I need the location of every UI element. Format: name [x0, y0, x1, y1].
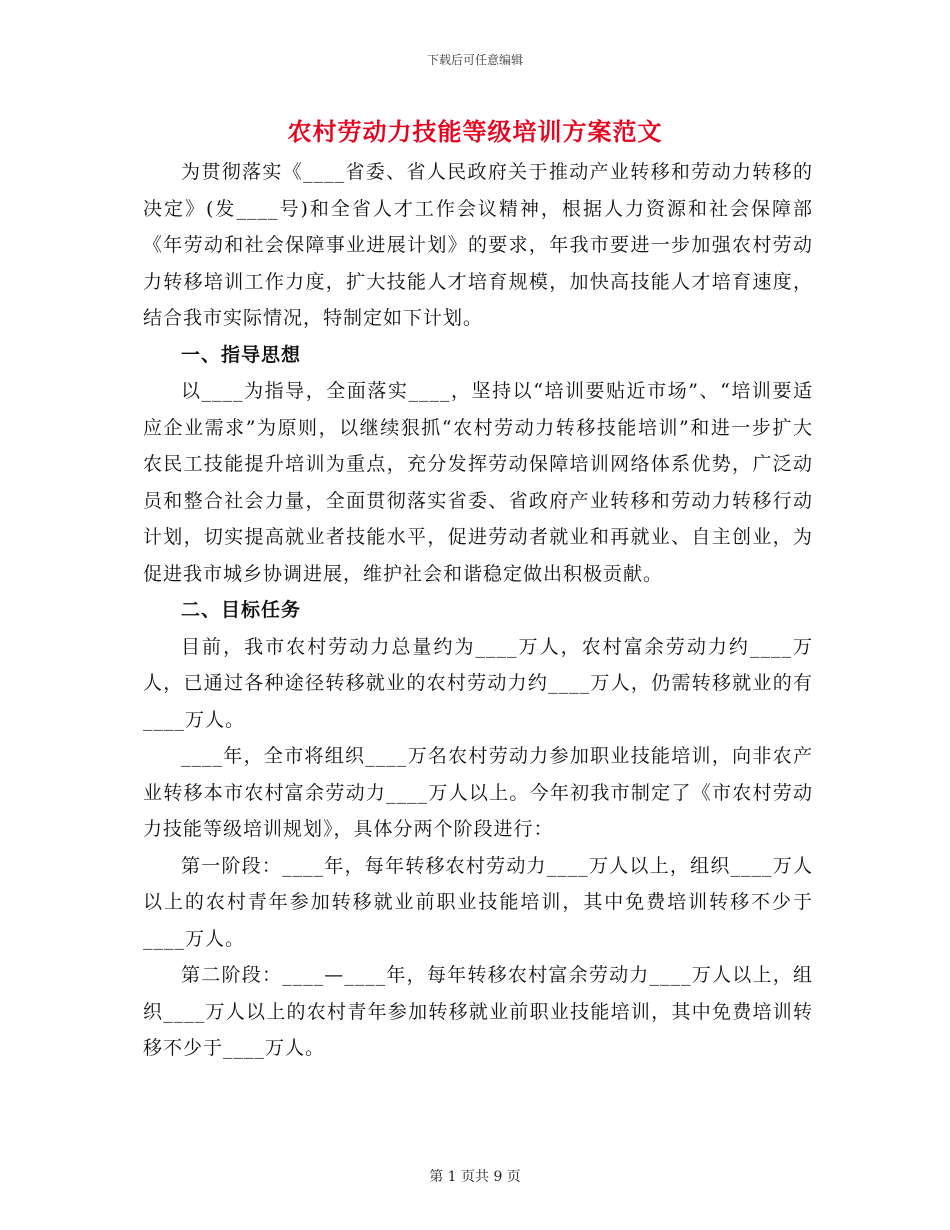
- section-heading-guiding-ideology: 一、指导思想: [181, 343, 302, 366]
- guiding-ideology-paragraph: 以____为指导，全面落实____，坚持以“培训要贴近市场”、“培训要适应企业需求”为原则，以继续狠抓“农村劳动力转移技能培训”和进一步扩大农民工技能提升培训为重点，充分发挥劳动保障培训网络体系优势，广泛动员和整合社会力量，全面贯彻落实省委、省政府产业转移和劳动力转移行动计划，切实提高就业者技能水平，促进劳动者就业和再就业、自主创业，为促进我市城乡协调进展，维护社会和谐稳定做出积极贡献。: [143, 380, 813, 585]
- goals-paragraph-phase-two: 第二阶段：____—____年，每年转移农村富余劳动力____万人以上，组织____万人以上的农村青年参加转移就业前职业技能培训，其中免费培训转移不少于____万人。: [143, 964, 813, 1059]
- goals-paragraph-plan: ____年，全市将组织____万名农村劳动力参加职业技能培训，向非农产业转移本市农村富余劳动力____万人以上。今年初我市制定了《市农村劳动力技能等级培训规划》，具体分两个阶段进行：: [143, 745, 813, 840]
- document-body: [143, 154, 813, 1067]
- goals-paragraph-current-status: 目前，我市农村劳动力总量约为____万人，农村富余劳动力约____万人，已通过各种途径转移就业的农村劳动力约____万人，仍需转移就业的有____万人。: [143, 635, 813, 731]
- page-footer: 第 1 页共 9 页: [429, 1169, 521, 1185]
- goals-paragraph-phase-one: 第一阶段：____年，每年转移农村劳动力____万人以上，组织____万人以上的农村青年参加转移就业前职业技能培训，其中免费培训转移不少于____万人。: [143, 854, 813, 950]
- section-heading-goals-tasks: 二、目标任务: [181, 599, 302, 621]
- header-note: 下载后可任意编辑: [426, 53, 523, 67]
- intro-paragraph: 为贯彻落实《____省委、省人民政府关于推动产业转移和劳动力转移的决定》(发____号)和全省人才工作会议精神，根据人力资源和社会保障部《年劳动和社会保障事业进展计划》的要求，年我市要进一步加强农村劳动力转移培训工作力度，扩大技能人才培育规模，加快高技能人才培育速度，结合我市实际情况，特制定如下计划。: [143, 161, 813, 329]
- document-title: 农村劳动力技能等级培训方案范文: [287, 117, 663, 146]
